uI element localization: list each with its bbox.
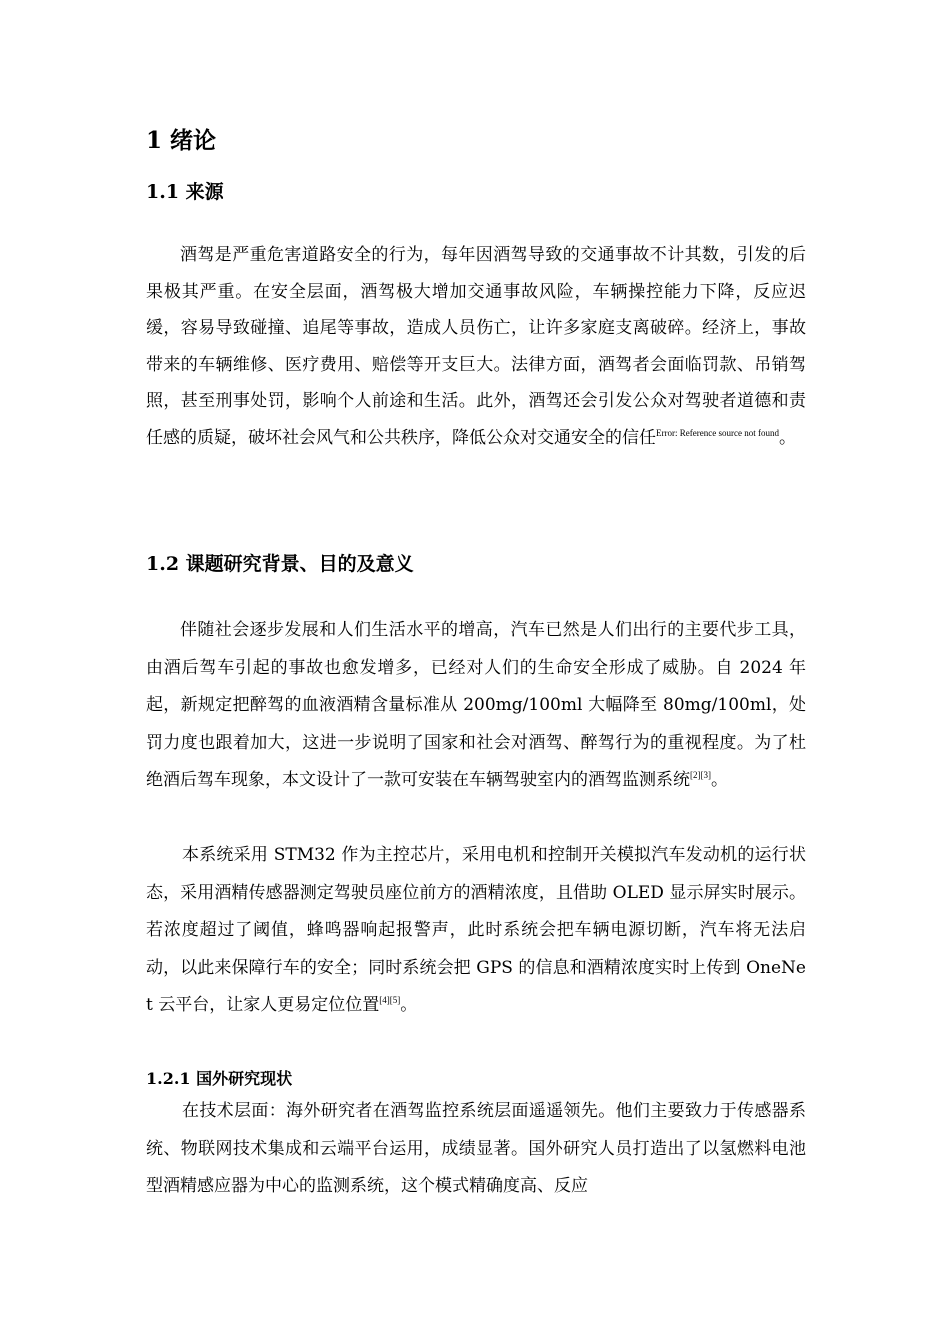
paragraph-end: 。	[778, 427, 796, 448]
section-1-1-paragraph	[146, 237, 806, 456]
section-1-2-1-paragraph: 在技术层面：海外研究者在酒驾监控系统层面遥遥领先。他们主要致力于传感器系统、物联网技术集成和云端平台运用，成绩显著。国外研究人员打造出了以氢燃料电池型酒精感应器为中心的监测系统，这个模式精确度高、反应	[146, 1101, 806, 1196]
section-1-2-title: 1.2 课题研究背景、目的及意义	[146, 553, 414, 575]
paragraph-end: 。	[400, 995, 418, 1015]
section-1-2-paragraph-2	[146, 837, 806, 1025]
paragraph-text: 本系统采用 STM32 作为主控芯片，采用电机和控制开关模拟汽车发动机的运行状态，采用酒精传感器测定驾驶员座位前方的酒精浓度，且借助 OLED 显示屏实时展示。若浓度超过了阈值，蜂鸣器响起报警声，此时系统会把车辆电源切断，汽车将无法启动，以此来保障行车的安全；同时系统会把 GPS 的信息和酒精浓度实时上传到 OneNet 云平台，让家人更易定位位置	[146, 845, 806, 1015]
paragraph-text: 酒驾是严重危害道路安全的行为，每年因酒驾导致的交通事故不计其数，引发的后果极其严重。在安全层面，酒驾极大增加交通事故风险，车辆操控能力下降，反应迟缓，容易导致碰撞、追尾等事故，造成人员伤亡，让许多家庭支离破碎。经济上，事故带来的车辆维修、医疗费用、赔偿等开支巨大。法律方面，酒驾者会面临罚款、吊销驾照，甚至刑事处罚，影响个人前途和生活。此外，酒驾还会引发公众对驾驶者道德和责任感的质疑，破坏社会风气和公共秩序，降低公众对交通安全的信任	[146, 245, 806, 448]
chapter-title: 1 绪论	[146, 127, 217, 154]
citation-4-5: [4][5]	[379, 995, 401, 1005]
citation-2-3: [2][3]	[690, 770, 711, 780]
section-1-1-title: 1.1 来源	[146, 181, 224, 203]
citation-error: Error: Reference source not found	[656, 427, 779, 438]
paragraph-end: 。	[711, 770, 728, 790]
section-1-2-paragraph-1	[146, 612, 806, 800]
section-1-2-1-title: 1.2.1 国外研究现状	[146, 1069, 293, 1088]
paragraph-text: 伴随社会逐步发展和人们生活水平的增高，汽车已然是人们出行的主要代步工具，由酒后驾车引起的事故也愈发增多，已经对人们的生命安全形成了威胁。自 2024 年起，新规定把醉驾的血液酒精含量标准从 200mg/100ml 大幅降至 80mg/100ml，处罚力度也跟着加大，这进一步说明了国家和社会对酒驾、醉驾行为的重视程度。为了杜绝酒后驾车现象，本文设计了一款可安装在车辆驾驶室内的酒驾监测系统	[146, 620, 806, 790]
